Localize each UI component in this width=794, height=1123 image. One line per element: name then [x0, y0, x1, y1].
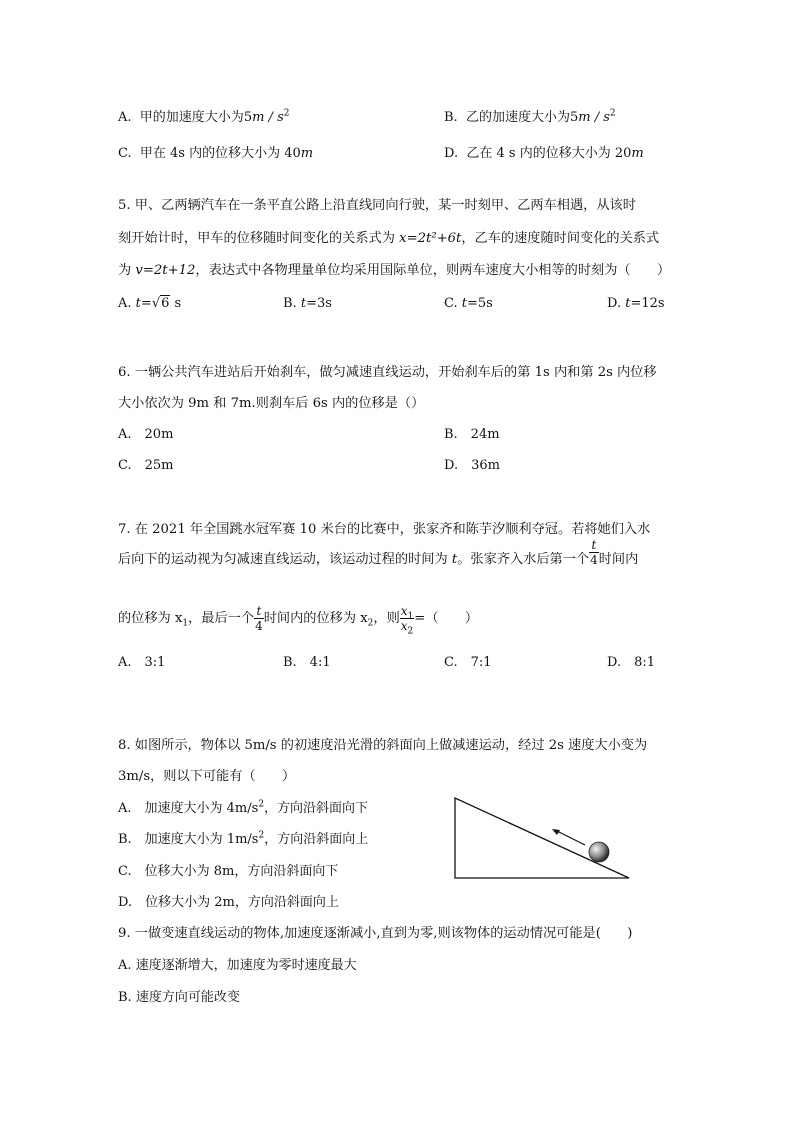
q7-option-c: C. 7:1 — [444, 655, 492, 670]
q5-line-1: 5. 甲、乙两辆汽车在一条平直公路上沿直线同向行驶，某一时刻甲、乙两车相遇，从该时 — [118, 198, 636, 213]
incline-figure — [453, 796, 633, 882]
q7-option-d: D. 8:1 — [607, 655, 656, 670]
q8-line-1: 8. 如图所示，物体以 5m/s 的初速度沿光滑的斜面向上做减速运动，经过 2s 速度大小变为 — [118, 738, 648, 753]
q4-option-b: B. 乙的加速度大小为$5m / s^2$ — [444, 108, 616, 125]
q9-option-b: B. 速度方向可能改变 — [118, 990, 240, 1005]
q7-line-1: 7. 在 2021 年全国跳水冠军赛 10 米台的比赛中，张家齐和陈芋汐顺利夺冠。若将她们入水 — [118, 522, 651, 537]
q5-line-2: 刻开始计时，甲车的位移随时间变化的关系式为 x=2t²+6t，乙车的速度随时间变化的关系式 — [118, 231, 660, 246]
q7-option-b: B. 4:1 — [283, 655, 331, 670]
q9-option-a: A. 速度逐渐增大，加速度为零时速度最大 — [118, 958, 357, 973]
q8-line-2: 3m/s，则以下可能有（ ） — [118, 769, 296, 784]
q5-option-c: C. t=5s — [444, 296, 493, 311]
q5-option-b: B. t=3s — [283, 296, 332, 311]
q7-option-a: A. 3:1 — [118, 655, 166, 670]
q7-line-2: 后向下的运动视为匀减速直线运动，该运动过程的时间为 t。张家齐入水后第一个 $\frac{t}{4}$ 时间内 — [118, 538, 639, 567]
fraction-t-over-4: $\frac{t}{4}$ — [590, 538, 598, 567]
sqrt-symbol: √6 — [151, 296, 170, 311]
q6-option-c: C. 25m — [118, 458, 174, 473]
velocity-arrow — [555, 830, 585, 845]
q4-option-a: A. 甲的加速度大小为$5m / s^2$ — [118, 108, 290, 125]
q6-option-a: A. 20m — [118, 427, 174, 442]
q5-line-3: 为 v=2t+12，表达式中各物理量单位均采用国际单位，则两车速度大小相等的时刻为（ ） — [118, 263, 671, 278]
q4-option-c: C. 甲在 4s 内的位移大小为 40m — [118, 146, 314, 161]
q7-line-3: 的位移为 $x_1$，最后一个 $\frac{t}{4}$ 时间内的位移为 $x_2$，则 $\frac{x_1}{x_2}$ =（ ） — [118, 604, 479, 637]
q6-option-d: D. 36m — [444, 458, 500, 473]
q8-option-d: D. 位移大小为 2m，方向沿斜面向上 — [118, 895, 339, 910]
q5-option-d: D. t=12s — [607, 296, 665, 311]
q6-line-1: 6. 一辆公共汽车进站后开始刹车，做匀减速直线运动，开始刹车后的第 1s 内和第 2s 内位移 — [118, 365, 657, 380]
q8-option-b: B. 加速度大小为 $1m/s^2$，方向沿斜面向上 — [118, 830, 369, 847]
fraction-x1-over-x2: $\frac{x_1}{x_2}$ — [400, 604, 414, 637]
arrow-head-icon — [552, 829, 560, 835]
ball-icon — [589, 842, 609, 862]
incline-triangle — [455, 798, 629, 878]
q8-option-c: C. 位移大小为 8m，方向沿斜面向下 — [118, 864, 339, 879]
fraction-t-over-4: $\frac{t}{4}$ — [255, 604, 263, 633]
q4-option-d: D. 乙在 4 s 内的位移大小为 20m — [444, 146, 644, 161]
q9-line-1: 9. 一做变速直线运动的物体,加速度逐渐减小,直到为零,则该物体的运动情况可能是( ) — [118, 926, 633, 941]
q6-line-2: 大小依次为 9m 和 7m.则刹车后 6s 内的位移是（） — [118, 396, 425, 411]
q8-option-a: A. 加速度大小为 $4m/s^2$，方向沿斜面向下 — [118, 799, 369, 816]
q6-option-b: B. 24m — [444, 427, 500, 442]
q5-option-a: A. t=√6 s — [118, 296, 182, 311]
